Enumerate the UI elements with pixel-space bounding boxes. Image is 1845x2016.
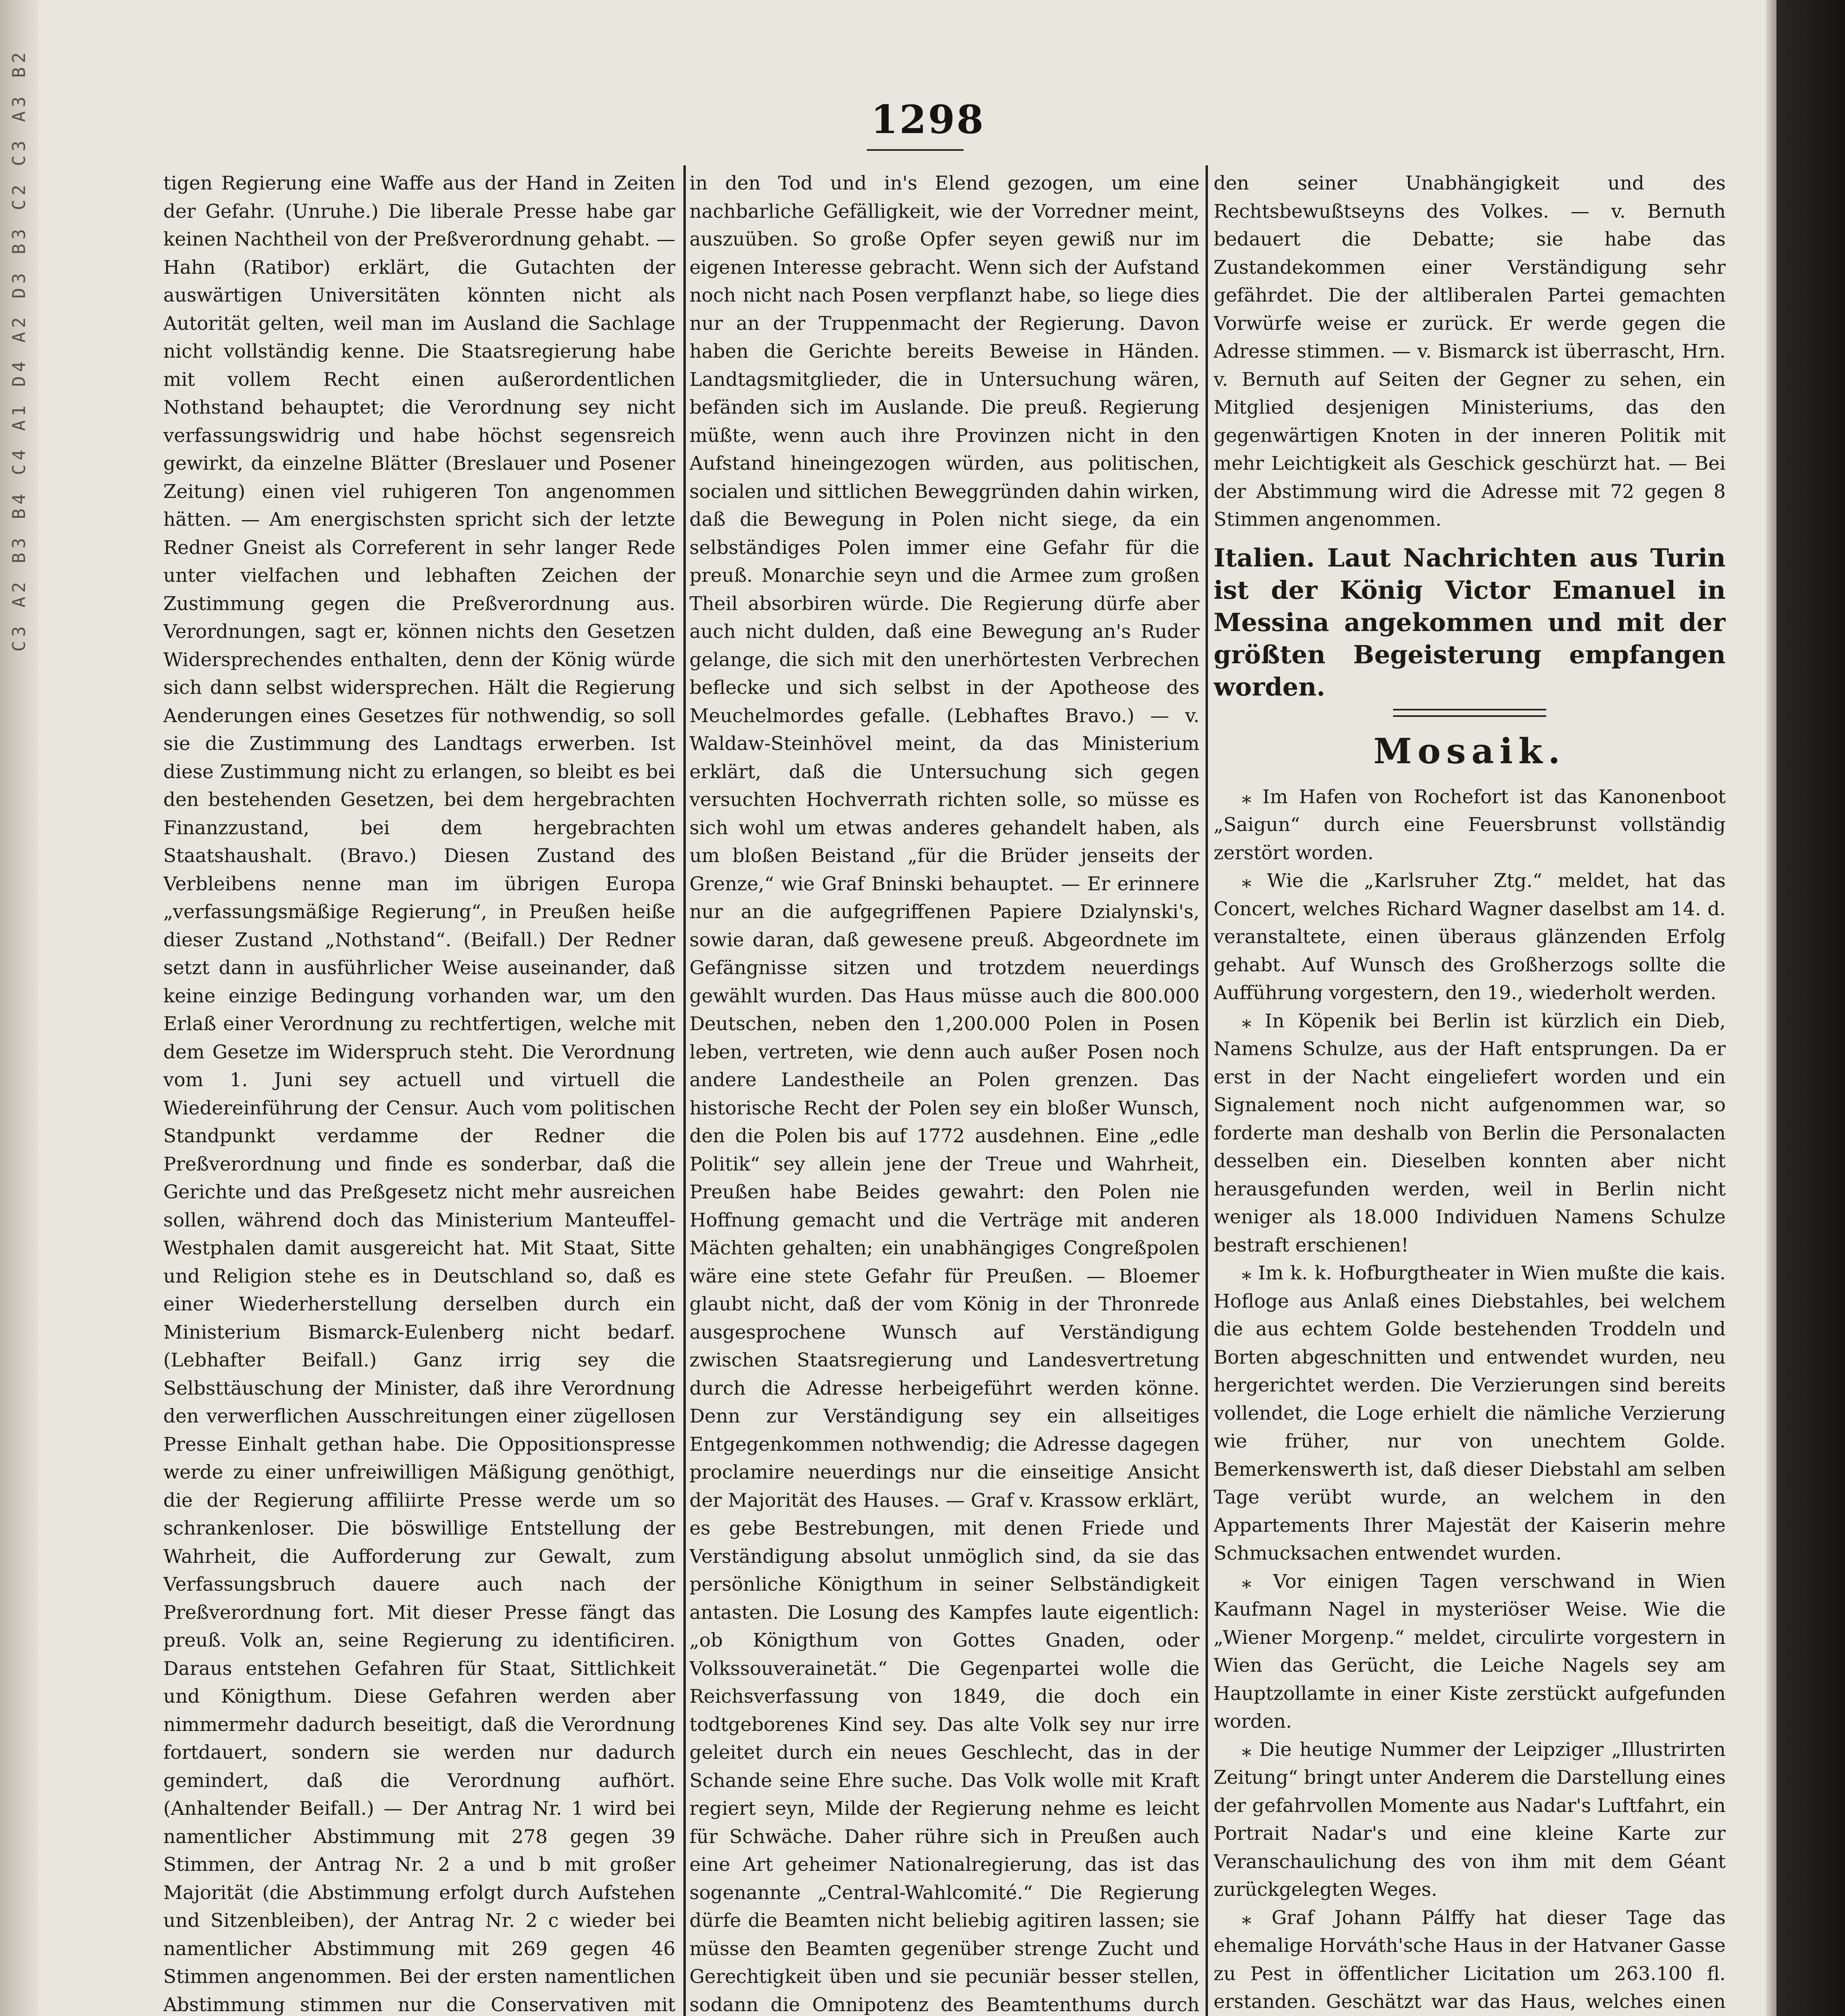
section-divider (1393, 709, 1546, 717)
mosaic-item: ⁎ Im Hafen von Rochefort ist das Kanonenboot „Saigun“ durch eine Feuersbrunst vollständig zerstört worden. (1214, 785, 1726, 864)
margin-codes: C3 A2 B3 B4 C4 A1 D4 A2 D3 B3 C2 C3 A3 B2 (9, 48, 29, 652)
mosaic-title: Mosaik. (1373, 731, 1566, 772)
mosaic-item: ⁎ Im k. k. Hofburgtheater in Wien mußte die kais. Hofloge aus Anlaß eines Diebstahles, bei welchem die aus echtem Golde bestehenden Troddeln und Borten abgeschnitten und entwendet wurden, neu hergerichtet werden. Die Verzierungen sind bereits vollendet, die Loge erhielt die nämliche Verzierung wie früher, nur von unechtem Golde. Bemerkenswerth ist, daß dieser Diebstahl am selben Tage verübt wurde, an welchem in den Appartements Ihrer Majestät der Kaiserin mehre Schmucksachen entwendet wurden. (1214, 1262, 1726, 1564)
scan-background-right (1776, 0, 1845, 2016)
mosaic-item: ⁎ Die heutige Nummer der Leipziger „Illustrirten Zeitung“ bringt unter Anderem die Darstellung eines der gefahrvollen Momente aus Nadar's Luftfahrt, ein Portrait Nadar's und eine kleine Karte zur Veranschaulichung des von ihm mit dem Géant zurückgelegten Weges. (1214, 1738, 1726, 1901)
column-rule-2 (1206, 165, 1208, 2016)
column-1 (163, 169, 675, 2016)
page-number: 1298 (871, 97, 985, 142)
mosaic-item: ⁎ Wie die „Karlsruher Ztg.“ meldet, hat das Concert, welches Richard Wagner daselbst am 14. d. veranstaltete, einen überaus glänzenden Erfolg gehabt. Auf Wunsch des Großherzogs sollte die Aufführung vorgestern, den 19., wiederholt werden. (1214, 870, 1726, 1004)
page-edge-shadow (1766, 0, 1776, 2016)
article-paragraph: in den Tod und in's Elend gezogen, um eine nachbarliche Gefälligkeit, wie der Vorredner meint, auszuüben. So große Opfer seyen gewiß nur im eigenen Interesse gebracht. Wenn sich der Aufstand noch nicht nach Posen verpflanzt habe, so liege dies nur an der Truppenmacht der Regierung. Davon haben die Gerichte bereits Beweise in Händen. Landtagsmitglieder, die in Untersuchung wären, befänden sich im Auslande. Die preuß. Regierung müßte, wenn auch ihre Provinzen nicht in den Aufstand hineingezogen würden, aus politischen, socialen und sittlichen Beweggründen dahin wirken, daß die Bewegung in Polen nicht siege, da ein selbständiges Polen immer eine Gefahr für die preuß. Monarchie seyn und die Armee zum großen Theil absorbiren würde. Die Regierung dürfe aber auch nicht dulden, daß eine Bewegung an's Ruder gelange, die sich mit den unerhörtesten Verbrechen beflecke und sich selbst in der Apotheose des Meuchelmordes gefalle. (Lebhaftes Bravo.) — v. Waldaw-Steinhövel meint, da das Ministerium erklärt, daß die Untersuchung sich gegen versuchten Hochverrath richten solle, so müsse es sich wohl um etwas anderes gehandelt haben, als um bloßen Beistand „für die Brüder jenseits der Grenze,“ wie Graf Bninski behauptet. — Er erinnere nur an die aufgegriffenen Papiere Dzialynski's, sowie daran, daß gewesene preuß. Abgeordnete im Gefängnisse sitzen und trotzdem neuerdings gewählt wurden. Das Haus müsse auch die 800.000 Deutschen, neben den 1,200.000 Polen in Posen leben, vertreten, wie denn auch außer Posen noch andere Landestheile an Polen grenzen. Das historische Recht der Polen sey ein bloßer Wunsch, den die Polen bis auf 1772 ausdehnen. Eine „edle Politik“ sey allein jene der Treue und Wahrheit, Preußen habe Beides gewahrt: den Polen nie Hoffnung gemacht und die Verträge mit anderen Mächten gehalten; ein unabhängiges Congreßpolen wäre eine stete Gefahr für Preußen. — Bloemer glaubt nicht, daß der vom König in der Thronrede ausgesprochene Wunsch auf Verständigung zwischen Staatsregierung und Landesvertretung durch die Adresse herbeigeführt werden könne. Denn zur Verständigung sey ein allseitiges Entgegenkommen nothwendig; die Adresse dagegen proclamire neuerdings nur die einseitige Ansicht der Majorität des Hauses. — Graf v. Krassow erklärt, es gebe Bestrebungen, mit denen Friede und Verständigung absolut unmöglich sind, da sie das persönliche Königthum in seiner Selbständigkeit antasten. Die Losung des Kampfes laute eigentlich: „ob Königthum von Gottes Gnaden, oder Volkssouverainetät.“ Die Gegenpartei wolle die Reichsverfassung von 1849, die doch ein todtgeborenes Kind sey. Das alte Volk sey nur irre geleitet durch ein neues Geschlecht, das in der Schande seine Ehre suche. Das Volk wolle mit Kraft regiert seyn, Milde der Regierung nehme es leicht für Schwäche. Daher rühre sich in Preußen auch eine Art geheimer Nationalregierung, das ist das sogenannte „Central-Wahlcomité.“ Die Regierung dürfe die Beamten nicht beliebig agitiren lassen; sie müsse den Beamten gegenüber strenge Zucht und Gerechtigkeit üben und sie pecuniär besser stellen, sodann die Omnipotenz des Beamtenthums durch (689, 172, 1199, 2016)
mosaic-item: ⁎ In Köpenik bei Berlin ist kürzlich ein Dieb, Namens Schulze, aus der Haft entsprungen. Da er erst in der Nacht eingeliefert worden und ein Signalement noch nicht aufgenommen war, so forderte man deshalb von Berlin die Personalacten desselben ein. Dieselben konnten aber nicht herausgefunden werden, weil in Berlin nicht weniger als 18.000 Individuen Namens Schulze bestraft erschienen! (1214, 1010, 1726, 1256)
article-paragraph: tigen Regierung eine Waffe aus der Hand in Zeiten der Gefahr. (Unruhe.) Die liberale Presse habe gar keinen Nachtheil von der Preßverordnung gehabt. — Hahn (Ratibor) erklärt, die Gutachten der auswärtigen Universitäten könnten nicht als Autorität gelten, weil man im Ausland die Sachlage nicht vollständig kenne. Die Staatsregierung habe mit vollem Recht einen außerordentlichen Nothstand behauptet; die Verordnung sey nicht verfassungswidrig und habe höchst segensreich gewirkt, da einzelne Blätter (Breslauer und Posener Zeitung) einen viel ruhigeren Ton angenommen hätten. — Am energischsten spricht sich der letzte Redner Gneist als Correferent in sehr langer Rede unter vielfachen und lebhaften Zeichen der Zustimmung gegen die Preßverordnung aus. Verordnungen, sagt er, können nichts den Gesetzen Widersprechendes enthalten, denn der König würde sich dann selbst widersprechen. Hält die Regierung Aenderungen eines Gesetzes für nothwendig, so soll sie die Zustimmung des Landtags erwerben. Ist diese Zustimmung nicht zu erlangen, so bleibt es bei den bestehenden Gesetzen, bei dem hergebrachten Finanzzustand, bei dem hergebrachten Staatshaushalt. (Bravo.) Diesen Zustand des Verbleibens nenne man im übrigen Europa „verfassungsmäßige Regierung“, in Preußen heiße dieser Zustand „Nothstand“. (Beifall.) Der Redner setzt dann in ausführlicher Weise auseinander, daß keine einzige Bedingung vorhanden war, um den Erlaß einer Verordnung zu rechtfertigen, welche mit dem Gesetze im Widerspruch steht. Die Verordnung vom 1. Juni sey actuell und virtuell die Wiedereinführung der Censur. Auch vom politischen Standpunkt verdamme der Redner die Preßverordnung und finde es sonderbar, daß die Gerichte und das Preßgesetz nicht mehr ausreichen sollen, während doch das Ministerium Manteuffel-Westphalen damit ausgereicht hat. Mit Staat, Sitte und Religion stehe es in Deutschland so, daß es einer Wiederherstellung derselben durch ein Ministerium Bismarck-Eulenberg nicht bedarf. (Lebhafter Beifall.) Ganz irrig sey die Selbsttäuschung der Minister, daß ihre Verordnung den verwerflichen Ausschreitungen einer zügellosen Presse Einhalt gethan habe. Die Oppositionspresse werde zu einer unfreiwilligen Mäßigung genöthigt, die der Regierung affiliirte Presse werde um so schrankenloser. Die böswillige Entstellung der Wahrheit, die Aufforderung zur Gewalt, zum Verfassungsbruch dauere auch nach der Preßverordnung fort. Mit dieser Presse fängt das preuß. Volk an, seine Regierung zu identificiren. Daraus entstehen Gefahren für Staat, Sittlichkeit und Königthum. Diese Gefahren werden aber nimmermehr dadurch beseitigt, daß die Verordnung fortdauert, sondern sie werden nur dadurch gemindert, daß die Verordnung aufhört. (Anhaltender Beifall.) — Der Antrag Nr. 1 wird bei namentlicher Abstimmung mit 278 gegen 39 Stimmen, der Antrag Nr. 2 a und b mit großer Majorität (die Abstimmung erfolgt durch Aufstehen und Sitzenbleiben), der Antrag Nr. 2 c wieder bei namentlicher Abstimmung mit 269 gegen 46 Stimmen angenommen. Bei der ersten namentlichen Abstimmung stimmen nur die Conservativen mit (163, 172, 675, 2016)
column-3 (1214, 169, 1726, 2016)
column-2 (689, 169, 1199, 2016)
page-number-rule (867, 145, 964, 151)
mosaic-item: ⁎ Vor einigen Tagen verschwand in Wien Kaufmann Nagel in mysteriöser Weise. Wie die „Wiener Morgenp.“ meldet, circulirte vorgestern in Wien das Gerücht, die Leiche Nagels sey am Hauptzollamte in einer Kiste zerstückt aufgefunden worden. (1214, 1570, 1726, 1733)
left-margin-strip (0, 0, 38, 2016)
article-paragraph: den seiner Unabhängigkeit und des Rechtsbewußtseyns des Volkes. — v. Bernuth bedauert die Debatte; sie habe das Zustandekommen einer Verständigung sehr gefährdet. Die der altliberalen Partei gemachten Vorwürfe weise er zurück. Er werde gegen die Adresse stimmen. — v. Bismarck ist überrascht, Hrn. v. Bernuth auf Seiten der Gegner zu sehen, ein Mitglied desjenigen Ministeriums, das den gegenwärtigen Knoten in der inneren Politik mit mehr Leichtigkeit als Geschick geschürzt hat. — Bei der Abstimmung wird die Adresse mit 72 gegen 8 Stimmen angenommen. (1214, 172, 1726, 531)
italy-heading: Italien. Laut Nachrichten aus Turin ist der König Victor Emanuel in Messina angekommen und mit der größten Begeisterung empfangen worden. (1214, 543, 1726, 702)
column-rule-1 (683, 165, 686, 2016)
mosaic-item: ⁎ Graf Johann Pálffy hat dieser Tage das ehemalige Horváth'sche Haus in der Hatvaner Gasse zu Pest in öffentlicher Licitation um 263.100 fl. erstanden. Geschätzt war das Haus, welches einen (1214, 1906, 1726, 2013)
